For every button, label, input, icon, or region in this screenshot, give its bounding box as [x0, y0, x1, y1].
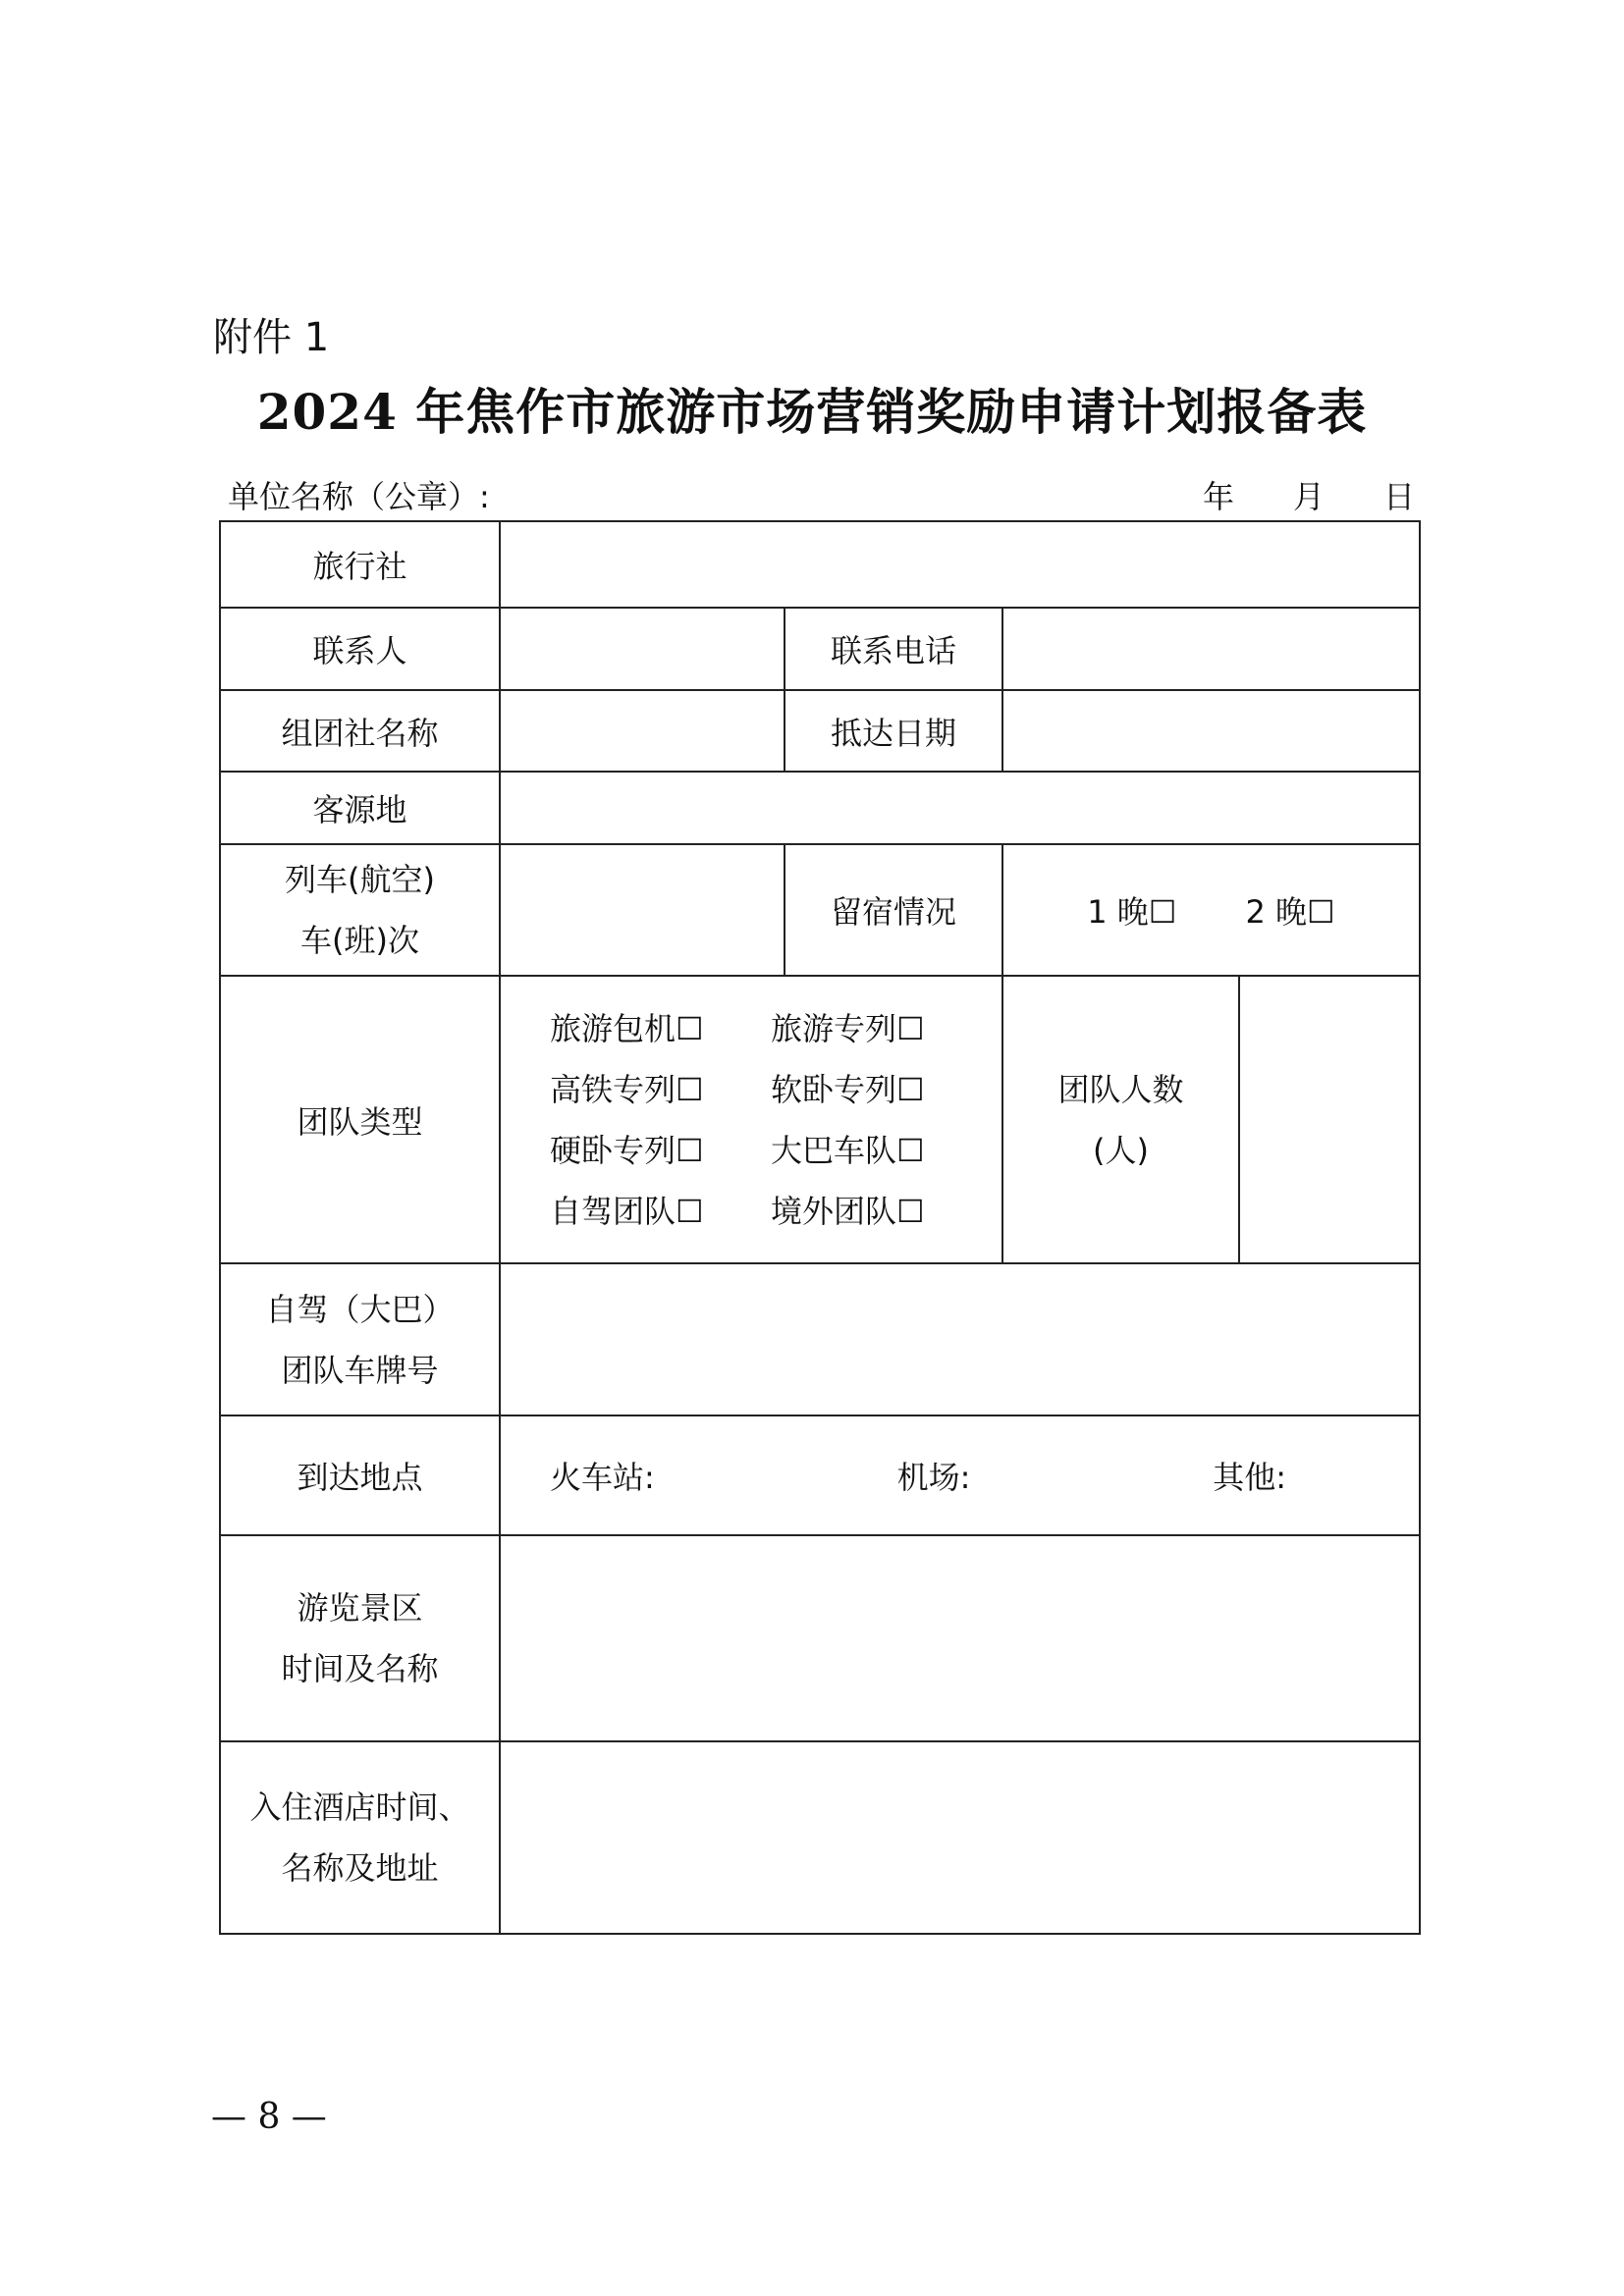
- train-flight-field[interactable]: [500, 844, 785, 976]
- table-row: [220, 1741, 1420, 1934]
- train-flight-label-line2: 车(班)次: [300, 922, 419, 959]
- table-row: [220, 1535, 1420, 1741]
- contact-phone-label: 联系电话: [785, 608, 1002, 690]
- table-row: [220, 844, 1420, 976]
- group-agency-name-label: 组团社名称: [220, 690, 500, 772]
- month-label: 月: [1292, 478, 1325, 515]
- train-station-field[interactable]: 火车站:: [550, 1459, 655, 1496]
- table-row: [220, 772, 1420, 844]
- table-row: [220, 976, 1420, 1263]
- table-row: [220, 1263, 1420, 1415]
- group-size-field[interactable]: [1239, 976, 1420, 1263]
- scenic-spot-label-line1: 游览景区: [297, 1589, 423, 1627]
- group-type-option-checkbox[interactable]: 高铁专列☐: [550, 1070, 704, 1108]
- hotel-label-line1: 入住酒店时间、: [249, 1789, 470, 1826]
- hotel-field[interactable]: [500, 1741, 1420, 1934]
- group-type-option-checkbox[interactable]: 自驾团队☐: [550, 1192, 704, 1230]
- plate-number-label-line2: 团队车牌号: [281, 1351, 439, 1389]
- attachment-label: 附件 1: [213, 315, 330, 360]
- group-type-option-checkbox[interactable]: 旅游包机☐: [550, 1009, 704, 1047]
- group-type-option-checkbox[interactable]: 软卧专列☐: [771, 1070, 925, 1108]
- overnight-label: 留宿情况: [785, 844, 1002, 976]
- arrival-date-label: 抵达日期: [785, 690, 1002, 772]
- group-type-option-checkbox[interactable]: 硬卧专列☐: [550, 1131, 704, 1169]
- plate-number-field[interactable]: [500, 1263, 1420, 1415]
- page-title: 2024 年焦作市旅游市场营销奖励申请计划报备表: [256, 383, 1368, 441]
- day-label: 日: [1382, 478, 1415, 515]
- train-flight-label: [220, 844, 500, 976]
- year-label: 年: [1202, 478, 1234, 515]
- train-flight-label-line1: 列车(航空): [285, 861, 435, 898]
- plate-number-label: [220, 1263, 500, 1415]
- source-region-label: 客源地: [220, 772, 500, 844]
- contact-person-label: 联系人: [220, 608, 500, 690]
- group-size-label-line2: (人): [1093, 1131, 1149, 1169]
- table-row: [220, 690, 1420, 772]
- contact-person-field[interactable]: [500, 608, 785, 690]
- table-row: [220, 1415, 1420, 1535]
- other-place-field[interactable]: 其他:: [1213, 1459, 1286, 1496]
- page-number: — 8 —: [211, 2097, 327, 2137]
- table-row: [220, 608, 1420, 690]
- overnight-option-2-checkbox[interactable]: 2 晚☐: [1245, 893, 1335, 931]
- group-type-option-checkbox[interactable]: 境外团队☐: [771, 1192, 925, 1230]
- arrival-place-label: 到达地点: [220, 1415, 500, 1535]
- hotel-label: [220, 1741, 500, 1934]
- plate-number-label-line1: 自驾（大巴）: [265, 1290, 455, 1328]
- travel-agency-label: 旅行社: [220, 521, 500, 608]
- scenic-spot-field[interactable]: [500, 1535, 1420, 1741]
- group-size-label-line1: 团队人数: [1057, 1070, 1184, 1108]
- date-fields: [1203, 472, 1415, 517]
- group-type-options: [500, 976, 1002, 1263]
- table-row: [220, 521, 1420, 608]
- registration-form-table: [219, 520, 1421, 1935]
- hotel-label-line2: 名称及地址: [281, 1849, 439, 1887]
- arrival-place-fields: [500, 1415, 1420, 1535]
- airport-field[interactable]: 机场:: [896, 1459, 971, 1496]
- travel-agency-field[interactable]: [500, 521, 1420, 608]
- group-size-label: [1002, 976, 1239, 1263]
- scenic-spot-label: [220, 1535, 500, 1741]
- group-type-label: 团队类型: [220, 976, 500, 1263]
- overnight-option-1-checkbox[interactable]: 1 晚☐: [1087, 893, 1177, 931]
- source-region-field[interactable]: [500, 772, 1420, 844]
- group-type-option-checkbox[interactable]: 大巴车队☐: [771, 1131, 925, 1169]
- scenic-spot-label-line2: 时间及名称: [281, 1650, 439, 1687]
- arrival-date-field[interactable]: [1002, 690, 1420, 772]
- group-type-option-checkbox[interactable]: 旅游专列☐: [771, 1009, 925, 1047]
- group-agency-name-field[interactable]: [500, 690, 785, 772]
- overnight-options: [1002, 844, 1420, 976]
- unit-name-label: 单位名称（公章）:: [228, 478, 490, 515]
- contact-phone-field[interactable]: [1002, 608, 1420, 690]
